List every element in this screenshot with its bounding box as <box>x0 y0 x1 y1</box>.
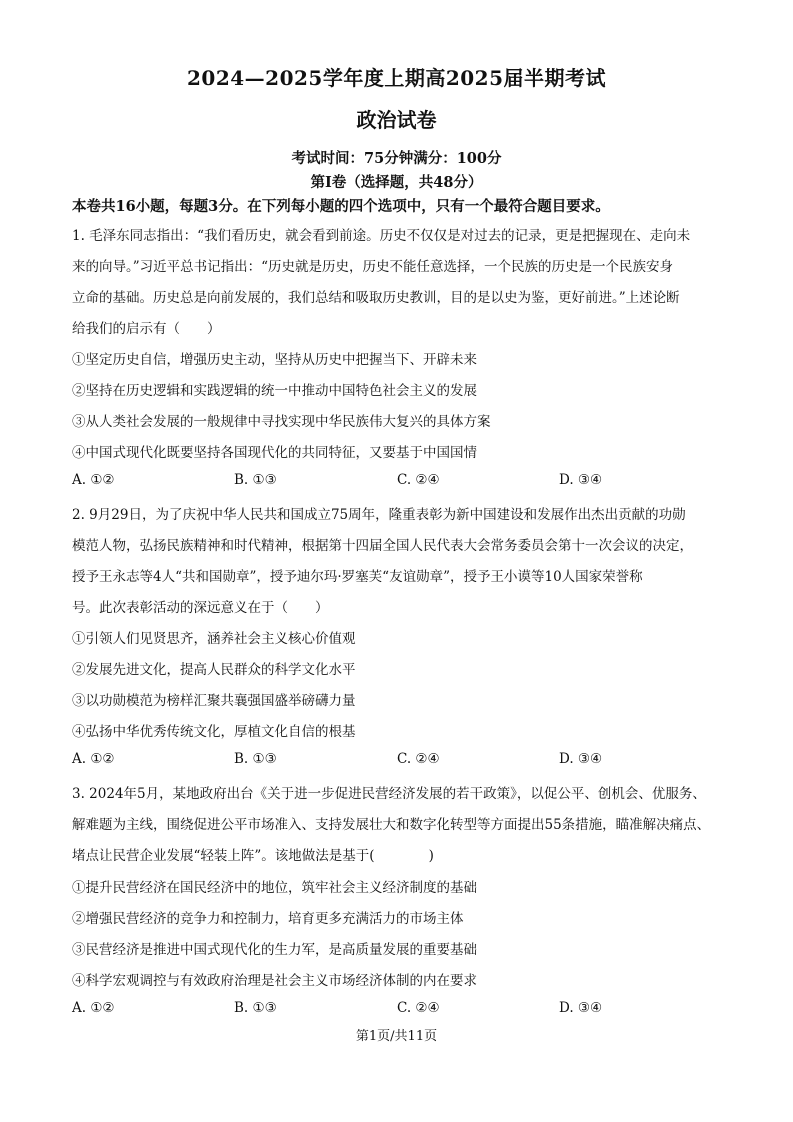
question-3-options <box>72 1000 722 1020</box>
option-c[interactable]: C. ②④ <box>397 1000 440 1016</box>
question-1-item: ①坚定历史自信，增强历史主动，坚持从历史中把握当下、开辟未来 <box>72 352 477 368</box>
question-2-item: ④弘扬中华优秀传统文化，厚植文化自信的根基 <box>72 724 356 740</box>
question-2-item: ②发展先进文化，提高人民群众的科学文化水平 <box>72 662 356 678</box>
page-number: 第1页/共11页 <box>355 1029 438 1044</box>
option-d[interactable]: D. ③④ <box>559 472 603 488</box>
question-3-stem-line: 解难题为主线，围绕促进公平市场准入、支持发展壮大和数字化转型等方面提出55条措施，瞄准解决痛点、 <box>72 817 711 833</box>
question-3-stem-line: 堵点让民营企业发展“轻装上阵”。该地做法是基于( ) <box>72 848 434 864</box>
question-1-stem-line: 1. 毛泽东同志指出：“我们看历史，就会看到前途。历史不仅仅是对过去的记录，更是把握现在、走向未 <box>72 228 691 244</box>
question-1-options <box>72 472 722 492</box>
question-3-item: ④科学宏观调控与有效政府治理是社会主义市场经济体制的内在要求 <box>72 973 477 989</box>
option-b[interactable]: B. ①③ <box>234 751 277 767</box>
section-heading: 第Ⅰ卷（选择题，共48分） <box>310 174 483 191</box>
question-1-stem-line: 立命的基础。历史总是向前发展的，我们总结和吸取历史教训，目的是以史为鉴，更好前进。”上述论断 <box>72 290 680 306</box>
question-1-stem-line: 给我们的启示有（ ） <box>72 321 221 337</box>
question-1-item: ②坚持在历史逻辑和实践逻辑的统一中推动中国特色社会主义的发展 <box>72 383 477 399</box>
option-b[interactable]: B. ①③ <box>234 472 277 488</box>
option-d[interactable]: D. ③④ <box>559 1000 603 1016</box>
question-1-item: ③从人类社会发展的一般规律中寻找实现中华民族伟大复兴的具体方案 <box>72 414 491 430</box>
option-c[interactable]: C. ②④ <box>397 472 440 488</box>
question-2-item: ①引领人们见贤思齐，涵养社会主义核心价值观 <box>72 631 356 647</box>
question-2-stem-line: 号。此次表彰活动的深远意义在于（ ） <box>72 600 329 616</box>
instructions: 本卷共16小题，每题3分。在下列每小题的四个选项中，只有一个最符合题目要求。 <box>72 198 610 215</box>
question-1-item: ④中国式现代化既要坚持各国现代化的共同特征，又要基于中国国情 <box>72 445 477 461</box>
option-d[interactable]: D. ③④ <box>559 751 603 767</box>
option-a[interactable]: A. ①② <box>72 472 115 488</box>
question-2-stem-line: 授予王永志等4人“共和国勋章”，授予迪尔玛·罗塞芙“友谊勋章”，授予王小谟等10人国家荣誉称 <box>72 569 643 585</box>
option-b[interactable]: B. ①③ <box>234 1000 277 1016</box>
question-1-stem-line: 来的向导。”习近平总书记指出：“历史就是历史，历史不能任意选择，一个民族的历史是一个民族安身 <box>72 259 674 275</box>
question-3-item: ①提升民营经济在国民经济中的地位，筑牢社会主义经济制度的基础 <box>72 880 477 896</box>
subject-title: 政治试卷 <box>356 108 437 132</box>
question-3-item: ②增强民营经济的竞争力和控制力，培育更多充满活力的市场主体 <box>72 911 464 927</box>
question-3-stem-line: 3. 2024年5月，某地政府出台《关于进一步促进民营经济发展的若干政策》，以促公平、创机会、优服务、 <box>72 786 706 802</box>
question-2-item: ③以功勋模范为榜样汇聚共襄强国盛举磅礴力量 <box>72 693 356 709</box>
option-a[interactable]: A. ①② <box>72 1000 115 1016</box>
option-a[interactable]: A. ①② <box>72 751 115 767</box>
question-2-stem-line: 模范人物，弘扬民族精神和时代精神，根据第十四届全国人民代表大会常务委员会第十一次会议的决定， <box>72 538 693 554</box>
question-2-stem-line: 2. 9月29日，为了庆祝中华人民共和国成立75周年，隆重表彰为新中国建设和发展作出杰出贡献的功勋 <box>72 507 686 523</box>
exam-title: 2024—2025学年度上期高2025届半期考试 <box>187 66 606 90</box>
option-c[interactable]: C. ②④ <box>397 751 440 767</box>
exam-info: 考试时间：75分钟满分：100分 <box>291 150 502 167</box>
question-3-item: ③民营经济是推进中国式现代化的生力军，是高质量发展的重要基础 <box>72 942 477 958</box>
question-2-options <box>72 751 722 771</box>
